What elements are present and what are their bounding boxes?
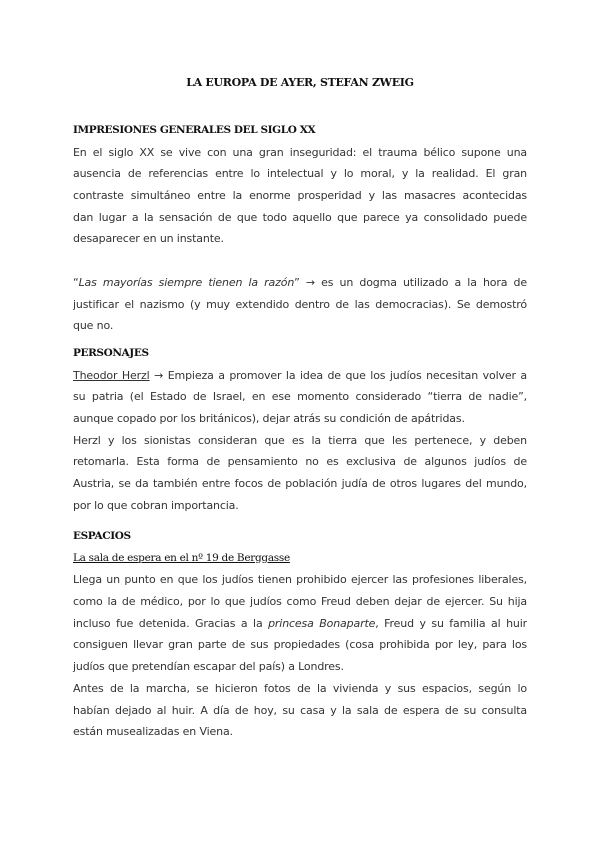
text-line (73, 678, 527, 700)
text-line (73, 430, 527, 452)
text-line (73, 451, 527, 473)
document-title: LA EUROPA DE AYER, STEFAN ZWEIG (186, 76, 414, 89)
text-segment: contraste simultáneo entre la enorme prosperidad y las masacres acontecidas (73, 189, 527, 203)
text-segment: → Empieza a promover la idea de que los judíos necesitan volver a (149, 368, 527, 382)
italic-text: Las mayorías siempre tienen la razón (78, 275, 295, 289)
text-line (73, 207, 527, 229)
text-segment: Austria, se da también entre focos de población judía de otros lugares del mundo, (73, 477, 527, 491)
text-line (73, 250, 527, 272)
text-segment: su patria (el Estado de Israel, en ese momento considerado “tierra de nadie”, (73, 390, 527, 404)
text-segment: ausencia de referencias entre lo intelectual y lo moral, y la realidad. El gran (73, 167, 527, 181)
text-segment: justificar el nazismo (y muy extendido dentro de las democracias). Se demostró (73, 297, 527, 311)
text-segment: retomarla. Esta forma de pensamiento no es exclusiva de algunos judíos de (73, 455, 527, 469)
text-segment: Herzl y los sionistas consideran que es la tierra que les pertenece, y deben (73, 433, 527, 447)
text-segment: judíos que pretendían escapar del país) a Londres. (73, 660, 344, 674)
text-line (73, 365, 527, 387)
text-line (73, 142, 527, 164)
text-segment: dan lugar a la sensación de que todo aquello que parece ya consolidado puede (73, 210, 527, 224)
section (73, 120, 527, 337)
text-segment: incluso fue detenida. Gracias a la (73, 616, 269, 630)
text-segment: desaparecer en un instante. (73, 232, 224, 246)
text-segment: que no. (73, 319, 114, 333)
text-line (73, 228, 527, 250)
section (73, 343, 527, 517)
text-line (73, 591, 527, 613)
text-segment: En el siglo XX se vive con una gran inseguridad: el trauma bélico supone una (73, 145, 527, 159)
text-line (73, 700, 527, 722)
text-segment: Antes de la marcha, se hicieron fotos de la vivienda y sus espacios, según lo (73, 681, 527, 695)
text-line (73, 473, 527, 495)
text-line (73, 634, 527, 656)
section (73, 526, 527, 743)
text-segment: como la de médico, por lo que judíos como Freud deben dejar de ejercer. Su hija (73, 595, 527, 609)
text-line (73, 272, 527, 294)
text-segment: Llega un punto en que los judíos tienen prohibido ejercer las profesiones liberales, (73, 573, 527, 587)
section-heading: ESPACIOS (73, 530, 131, 542)
text-line (73, 163, 527, 185)
text-segment: habían dejado al huir. A día de hoy, su casa y la sala de espera de su consulta (73, 703, 527, 717)
text-line (73, 656, 527, 678)
text-line (73, 386, 527, 408)
text-line (73, 721, 527, 743)
text-line (73, 495, 527, 517)
text-line (73, 185, 527, 207)
text-line (73, 408, 527, 430)
text-line (73, 294, 527, 316)
text-line (73, 315, 527, 337)
text-segment: “ (73, 275, 79, 289)
text-segment: , Freud y su familia al huir (375, 616, 527, 630)
text-line (73, 569, 527, 591)
text-segment: están musealizadas en Viena. (73, 725, 233, 739)
text-segment: consiguen llevar gran parte de sus propiedades (cosa prohibida por ley, para los (73, 638, 527, 652)
text-line (73, 613, 527, 635)
name-reference: Theodor Herzl (73, 368, 150, 382)
italic-text: princesa Bonaparte (268, 616, 376, 630)
section-heading: IMPRESIONES GENERALES DEL SIGLO XX (73, 124, 316, 136)
section-subheading: La sala de espera en el nº 19 de Berggasse (73, 551, 290, 564)
text-segment: por lo que cobran importancia. (73, 498, 239, 512)
text-segment: ” → es un dogma utilizado a la hora de (294, 275, 527, 289)
section-heading: PERSONAJES (73, 347, 149, 359)
text-segment: aunque copado por los británicos), dejar atrás su condición de apátridas. (73, 412, 465, 426)
